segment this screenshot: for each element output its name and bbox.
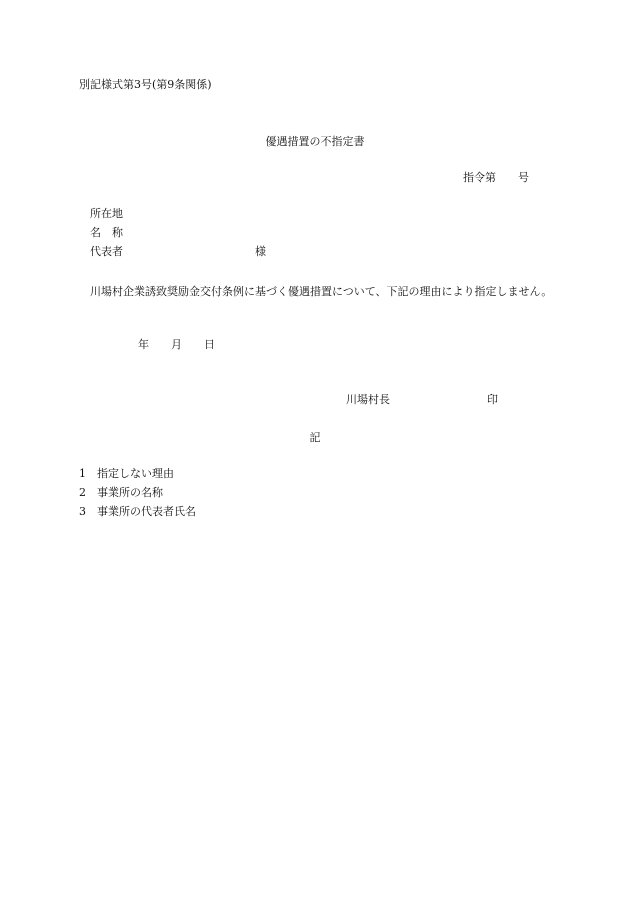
body-text: 川場村企業誘致奨励金交付条例に基づく優遇措置について、下記の理由により指定しません。 xyxy=(90,285,553,298)
recipient-location-label: 所在地 xyxy=(90,207,123,220)
list-item-number: 1 xyxy=(79,467,86,480)
list-item-text: 事業所の名称 xyxy=(97,486,163,499)
order-number-prefix: 指令第 xyxy=(463,171,496,184)
issuer-title: 川場村長 xyxy=(346,393,390,406)
ki-heading: 記 xyxy=(309,431,321,444)
recipient-name-label: 名 称 xyxy=(90,226,123,239)
document-title: 優遇措置の不指定書 xyxy=(265,135,365,148)
date-day-label: 日 xyxy=(204,338,215,351)
recipient-representative-label: 代表者 xyxy=(90,245,123,258)
list-item-text: 事業所の代表者氏名 xyxy=(97,505,196,518)
list-item xyxy=(79,467,174,481)
list-item xyxy=(79,486,163,500)
date-year-label: 年 xyxy=(138,338,149,351)
recipient-honorific: 様 xyxy=(255,245,266,258)
list-item-text: 指定しない理由 xyxy=(97,467,174,480)
date-month-label: 月 xyxy=(171,338,182,351)
order-number xyxy=(463,171,529,185)
order-number-suffix: 号 xyxy=(518,171,529,184)
list-item-number: 3 xyxy=(79,505,86,518)
seal-mark: 印 xyxy=(487,393,498,406)
list-item-number: 2 xyxy=(79,486,86,499)
form-reference: 別記様式第3号(第9条関係) xyxy=(79,78,212,91)
date-line xyxy=(138,338,215,352)
list-item xyxy=(79,505,196,519)
